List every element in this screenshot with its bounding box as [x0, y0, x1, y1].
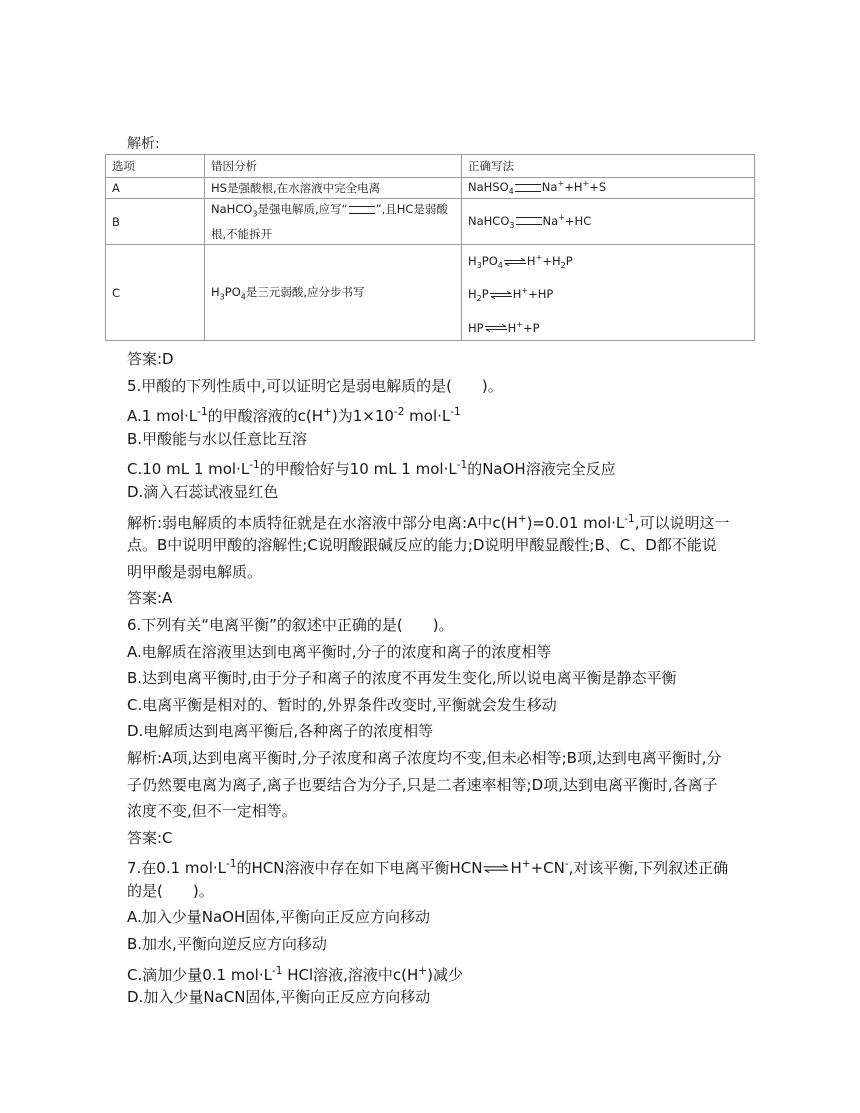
reversible-arrow-icon: [490, 291, 512, 299]
option-7b: B.加水,平衡向逆反应方向移动: [127, 935, 327, 954]
explanation-6-line1: 解析:A项,达到电离平衡时,分子浓度和离子浓度均不变,但未必相等;B项,达到电离平衡时,分: [127, 748, 722, 767]
reversible-arrow-icon: [483, 864, 509, 873]
table-row: [106, 199, 755, 245]
explanation-5-line1: 解析:弱电解质的本质特征就是在水溶液中部分电离:A中c(H+)=0.01 $mol\cdot L^{-1}$,可以说明这一: [127, 512, 730, 532]
option-7a: A.加入少量NaOH固体,平衡向正反应方向移动: [127, 908, 431, 927]
option-7d: D.加入少量NaCN固体,平衡向正反应方向移动: [127, 988, 431, 1007]
analysis-table: [105, 154, 755, 341]
analysis-label: 解析:: [127, 136, 160, 152]
option-7c: C.滴加少量0.1 $mol\cdot L^{-1}$ HCl溶液,溶液中c(H+)减少: [127, 964, 463, 984]
question-6: 6.下列有关“电离平衡”的叙述中正确的是( )。: [127, 615, 454, 634]
explanation-5-line2: 点。B中说明甲酸的溶解性;C说明酸跟碱反应的能力;D说明甲酸显酸性;B、C、D都不能说: [127, 536, 717, 555]
option-5b: B.甲酸能与水以任意比互溶: [127, 429, 308, 448]
equals-arrow-icon: [515, 184, 541, 192]
equals-arrow-icon: [349, 206, 375, 214]
explanation-6-line2: 子仍然要电离为离子,离子也要结合为分子,只是二者速率相等;D项,达到电离平衡时,各离子: [127, 775, 718, 794]
answer-4: 答案:D: [127, 350, 174, 368]
explanation-6-line3: 浓度不变,但不一定相等。: [127, 802, 297, 821]
row-reason: NaHCO$_3$是强电解质,应写“ ”,且HC是弱酸根,不能拆开: [205, 199, 462, 245]
option-6d: D.电解质达到电离平衡后,各种离子的浓度相等: [127, 722, 434, 741]
table-row: [106, 178, 755, 199]
reversible-arrow-icon: [485, 324, 507, 332]
question-7-line2: 的是( )。: [127, 881, 214, 900]
row-correct-form: NaHSO$_4$ Na++H++S: [462, 178, 755, 199]
option-6a: A.电解质在溶液里达到电离平衡时,分子的浓度和离子的浓度相等: [127, 642, 552, 661]
row-option: A: [106, 178, 205, 199]
equals-arrow-icon: [516, 217, 542, 225]
row-reason: HS是强酸根,在水溶液中完全电离: [205, 178, 462, 199]
header-option: 选项: [106, 155, 205, 178]
row-reason: $H_3PO_4$是三元弱酸,应分步书写: [205, 245, 462, 341]
header-error-analysis: 错因分析: [205, 155, 462, 178]
row-option: C: [106, 245, 205, 341]
row-option: B: [106, 199, 205, 245]
option-6b: B.达到电离平衡时,由于分子和离子的浓度不再发生变化,所以说电离平衡是静态平衡: [127, 669, 677, 688]
option-5a: A.1 $mol\cdot L^{-1}$的甲酸溶液的c(H+)为$1\times 10^{-2}$ $mol\cdot L^{-1}$: [127, 406, 461, 426]
answer-6: 答案:C: [127, 828, 173, 847]
option-5c: C.10 mL 1 $mol\cdot L^{-1}$的甲酸恰好与10 mL 1 $mol\cdot L^{-1}$的NaOH溶液完全反应: [127, 459, 616, 479]
table-row: [106, 245, 755, 341]
answer-5: 答案:A: [127, 589, 173, 608]
question-7-line1: 7.在0.1 $mol\cdot L^{-1}$的HCN溶液中存在如下电离平衡HCN H++CN-,对该平衡,下列叙述正确: [127, 858, 729, 878]
reversible-arrow-icon: [504, 258, 526, 266]
table-header-row: [106, 155, 755, 178]
document-body: [127, 346, 737, 1011]
option-5d: D.滴入石蕊试液显红色: [127, 482, 279, 501]
explanation-5-line3: 明甲酸是弱电解质。: [127, 562, 263, 581]
option-6c: C.电离平衡是相对的、暂时的,外界条件改变时,平衡就会发生移动: [127, 695, 557, 714]
row-correct-form: $H_3PO_4$ $H^++H_2P$ $H_2P$ H++HP HP H++P: [462, 245, 755, 341]
row-correct-form: NaHCO$_3$ Na++HC: [462, 199, 755, 245]
question-5: 5.甲酸的下列性质中,可以证明它是弱电解质的是( )。: [127, 376, 503, 395]
header-correct-form: 正确写法: [462, 155, 755, 178]
